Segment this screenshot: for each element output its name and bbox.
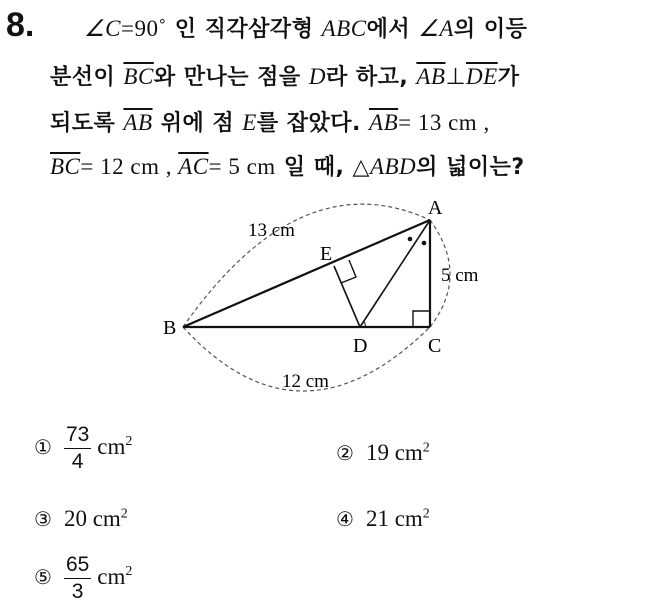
exponent: 2: [422, 440, 430, 456]
choice-number: ③: [34, 507, 52, 531]
arc-ab: [183, 204, 430, 327]
exponent: 2: [120, 506, 128, 522]
ninety-degrees: =90˚: [120, 16, 167, 41]
angle-mark-dot: [422, 241, 427, 246]
denominator: 4: [71, 450, 84, 473]
choice-5[interactable]: [34, 552, 132, 605]
question-line-4: [50, 150, 525, 181]
segment-ac: $\overline{AC}$: [178, 154, 209, 179]
triangle-abc: ABC: [321, 16, 367, 41]
text: 인 직각삼각형: [166, 17, 322, 42]
angle-mark-dot: [408, 237, 413, 242]
numerator: 65: [64, 552, 91, 579]
triangle-diagram: [150, 195, 510, 395]
unit: cm: [394, 440, 423, 465]
segment-ab: $\overline{AB}$: [123, 110, 153, 135]
exponent: 2: [422, 506, 430, 522]
perpendicular-symbol: ⊥: [445, 64, 467, 89]
numerator: 73: [64, 422, 91, 449]
angle-c: ∠C: [84, 16, 121, 41]
choice-3[interactable]: [34, 506, 128, 532]
angle-a: ∠A: [418, 16, 454, 41]
right-angle-c: [413, 311, 430, 327]
choice-number: ②: [336, 441, 354, 465]
unit: cm: [97, 563, 126, 589]
question-number: 8.: [6, 6, 35, 44]
segment-de: [334, 266, 360, 327]
segment-ab: $\overline{AB}$: [416, 64, 446, 89]
question-line-1: [84, 12, 527, 43]
text: 를 잡았다.: [256, 111, 370, 136]
text: 되도록: [50, 111, 124, 136]
value: 19: [365, 440, 389, 465]
label-ab-length: 13 cm: [248, 220, 295, 241]
side-ab: [183, 220, 430, 327]
choice-2[interactable]: [336, 440, 430, 466]
segment-bc: $\overline{BC}$: [123, 64, 154, 89]
text: 의 이등: [453, 17, 528, 42]
ab-length: = 13 cm ,: [398, 110, 490, 135]
unit: cm: [394, 506, 423, 531]
value: 20: [63, 506, 87, 531]
text: 가: [497, 65, 520, 90]
choice-1[interactable]: [34, 422, 132, 475]
point-e: E: [242, 110, 257, 135]
label-bc-length: 12 cm: [282, 371, 329, 392]
triangle-abd: ABD: [369, 154, 417, 179]
value: 21: [365, 506, 389, 531]
label-c: C: [428, 335, 442, 357]
question-line-3: [50, 106, 490, 137]
text: 위에 점: [152, 111, 243, 136]
text: 라 하고,: [325, 65, 417, 90]
label-d: D: [353, 335, 368, 357]
text: 와 만나는 점을: [153, 65, 309, 90]
label-e: E: [320, 243, 333, 265]
text: 의 넓이는?: [416, 155, 525, 180]
point-d: D: [308, 64, 326, 89]
choice-number: ④: [336, 507, 354, 531]
segment-bc: $\overline{BC}$: [50, 154, 81, 179]
unit: cm: [97, 433, 126, 459]
unit: cm: [92, 506, 121, 531]
label-b: B: [163, 317, 177, 339]
text: 분선이: [50, 65, 124, 90]
label-ac-length: 5 cm: [441, 265, 479, 286]
segment-de: $\overline{DE}$: [466, 64, 498, 89]
exponent: 2: [125, 434, 133, 450]
bc-length: = 12 cm ,: [80, 154, 179, 179]
ac-length: = 5 cm: [208, 154, 276, 179]
denominator: 3: [71, 580, 84, 603]
choice-4[interactable]: [336, 506, 430, 532]
text: 일 때, △: [275, 155, 370, 180]
right-angle-e: [341, 260, 356, 283]
fraction: [64, 422, 91, 475]
segment-ab: $\overline{AB}$: [369, 110, 399, 135]
choice-number: ⑤: [34, 564, 52, 589]
exponent: 2: [125, 564, 133, 580]
fraction: [64, 552, 91, 605]
text: 에서: [366, 17, 419, 42]
question-line-2: [50, 60, 519, 91]
label-a: A: [428, 197, 443, 219]
choice-number: ①: [34, 434, 52, 459]
